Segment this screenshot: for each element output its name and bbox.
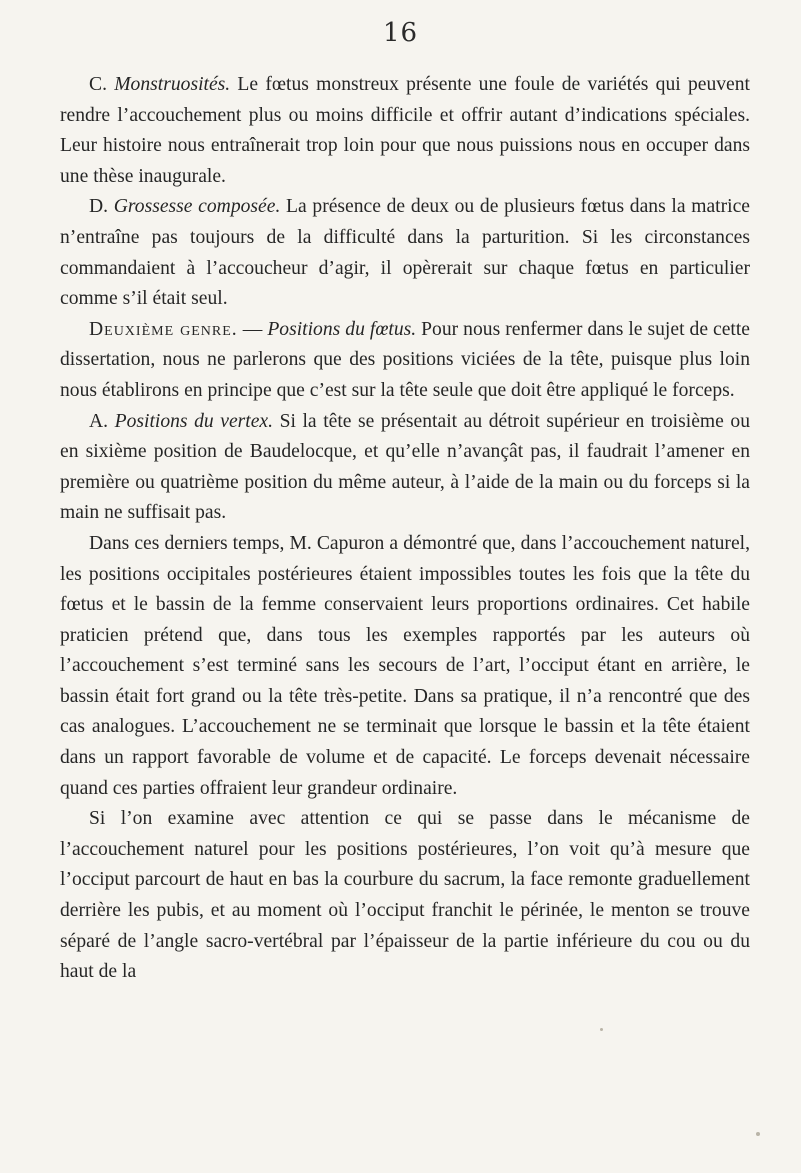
section-label: Positions du vertex. — [114, 410, 274, 432]
paragraph-deuxieme-genre — [60, 315, 750, 407]
section-label: Monstruosités. — [114, 74, 231, 95]
paragraph-text: La présence de deux ou de plusieurs fœtus dans la matrice n’entraîne pas toujours de la difficulté dans la parturition. Si les circonstances commandaient à l’accoucheur d’agir, il opèrerait sur chaque fœtus en particulier comme s’il était seul. — [60, 196, 750, 310]
paragraph-monstruosites — [60, 70, 750, 192]
paragraph-positions-vertex — [60, 407, 750, 529]
paragraph-mecanisme: Si l’on examine avec attention ce qui se passe dans le mécanisme de l’accouchement naturel pour les positions postérieures, l’on voit qu’à mesure que l’occiput parcourt de haut en bas la courbure du sacrum, la face remonte graduellement derrière les pubis, et au moment où l’occiput franchit le périnée, le menton se trouve séparé de l’angle sacro-vertébral par l’épaisseur de la partie inférieure du cou ou du haut de la — [60, 808, 750, 983]
paper-speck — [600, 1028, 603, 1031]
section-label: Grossesse composée. — [113, 196, 281, 218]
section-letter: D. — [89, 196, 114, 218]
page-number: 16 — [382, 18, 419, 48]
section-label: Positions du fœtus. — [267, 318, 417, 340]
paragraph-grossesse-composee — [60, 192, 750, 314]
paragraph-text: Le fœtus monstreux présente une foule de variétés qui peuvent rendre l’accouchement plus ou moins difficile et offrir autant d’indications spéciales. Leur histoire nous entraînerait trop loin pour que nous puissions nous en occuper dans une thèse inaugurale. — [60, 74, 750, 187]
genre-heading: Deuxième genre. — [89, 318, 238, 340]
body-text — [60, 70, 750, 988]
section-letter: C. — [89, 74, 115, 95]
paragraph-text: Pour nous renfermer dans le sujet de cette dissertation, nous ne parlerons que des positions viciées de la tête, puisque plus loin nous établirons en principe que c’est sur la tête seule que doit être appliqué le forceps. — [60, 318, 751, 401]
paragraph-capuron: Dans ces derniers temps, M. Capuron a démontré que, dans l’accouchement naturel, les positions occipitales postérieures étaient impossibles toutes les fois que la tête du fœtus et le bassin de la femme conservaient leurs proportions ordinaires. Cet habile praticien prétend que, dans tous les exemples rapportés par les auteurs où l’accouchement s’est terminé sans les secours de l’art, l’occiput étant en arrière, le bassin était fort grand ou la tête très-petite. Dans sa pratique, il n’a rencontré que des cas analogues. L’accouchement ne se terminait que lorsque le bassin et la tête étaient dans un rapport favorable de volume et de capacité. Le forceps devenait nécessaire quand ces parties offraient leur grandeur ordinaire. — [60, 532, 750, 799]
section-letter: A. — [89, 410, 115, 432]
heading-dash: — — [237, 318, 268, 340]
paper-speck — [756, 1132, 760, 1136]
paragraph-text: Si la tête se présentait au détroit supérieur en troisième ou en sixième position de Baudelocque, et qu’elle n’avançât pas, il faudrait l’amener en première ou quatrième position du même auteur, à l’aide de la main ou du forceps si la main ne suffisait pas. — [60, 410, 750, 524]
